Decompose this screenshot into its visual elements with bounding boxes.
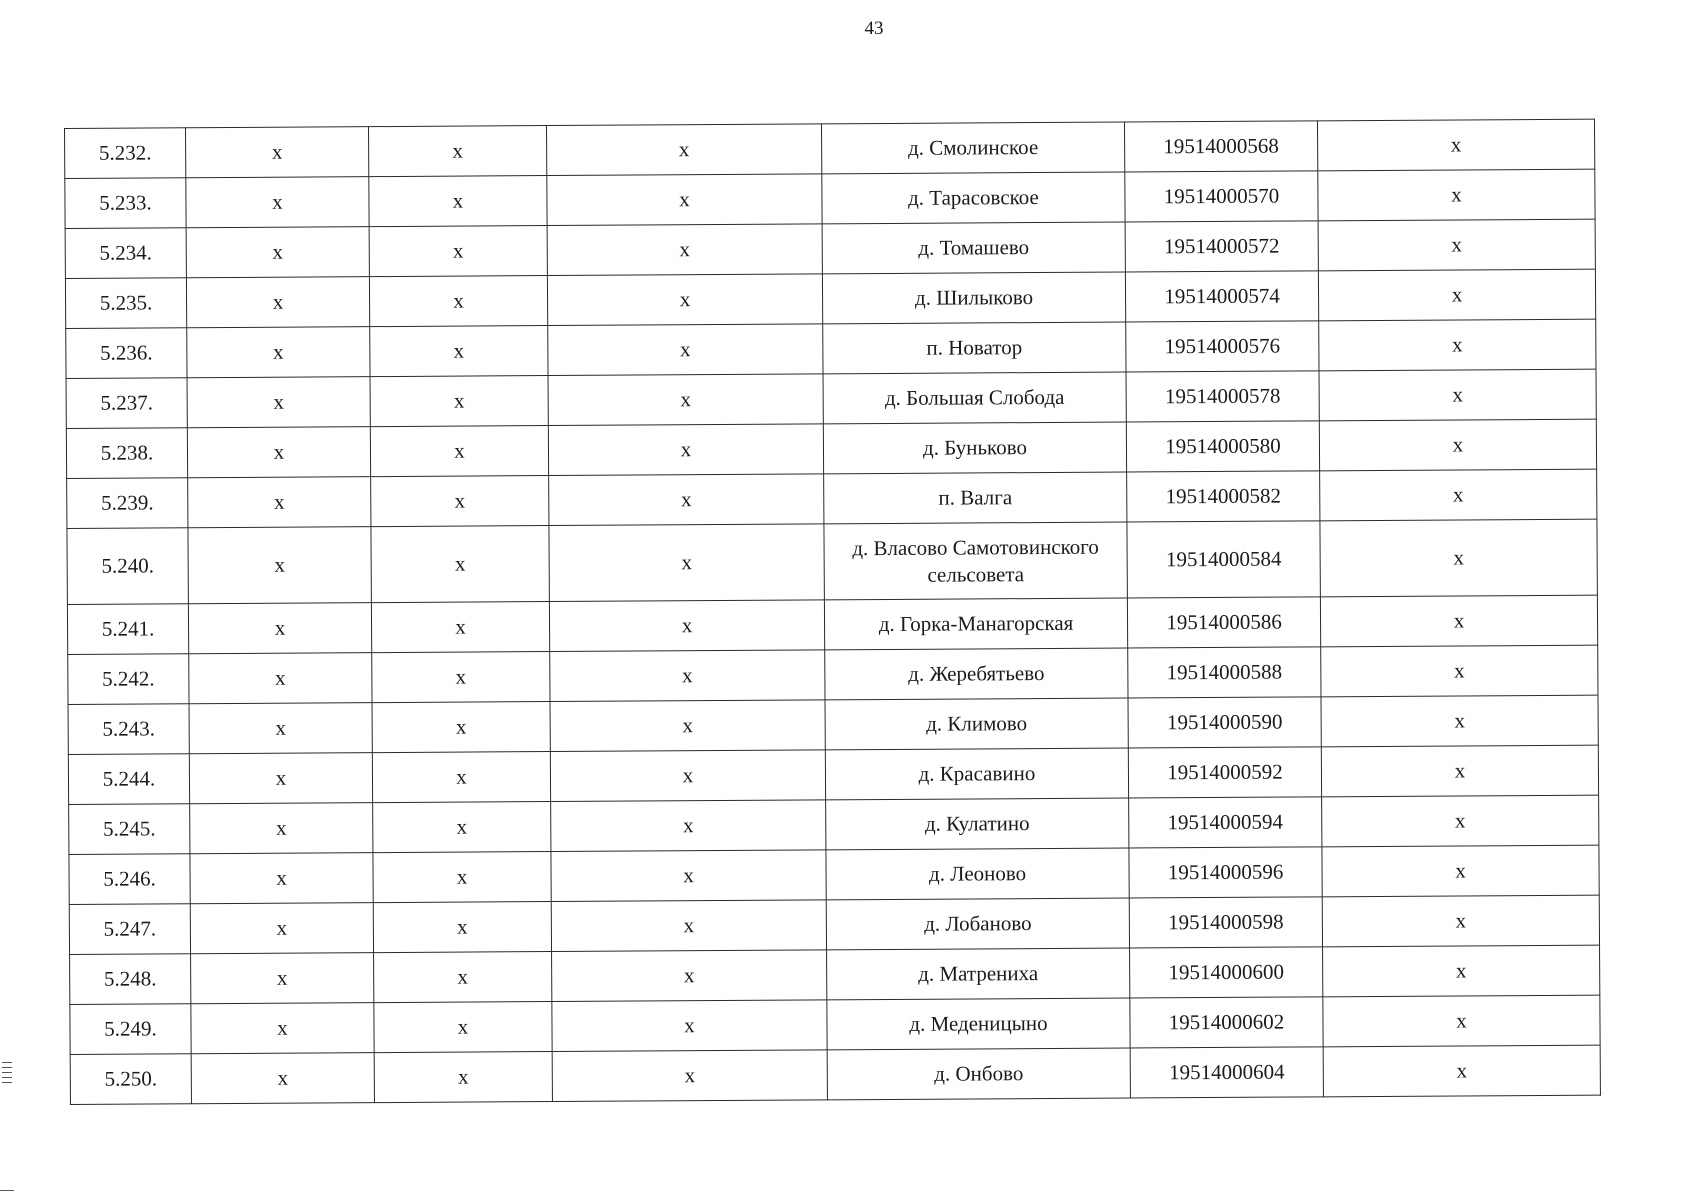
column-1-cell: x <box>188 603 371 654</box>
column-3-cell: x <box>551 850 826 902</box>
column-2-cell: x <box>374 1052 552 1103</box>
column-2-cell: x <box>372 652 550 703</box>
column-3-cell: x <box>552 1050 827 1102</box>
okato-code-cell: 19514000602 <box>1130 997 1323 1048</box>
column-7-cell: x <box>1322 795 1599 847</box>
column-2-cell: x <box>371 602 549 653</box>
column-1-cell: x <box>189 753 372 804</box>
column-2-cell: x <box>371 476 549 527</box>
column-7-cell: x <box>1323 995 1600 1047</box>
column-7-cell: x <box>1318 219 1595 271</box>
settlement-name-cell: д. Большая Слобода <box>823 372 1126 424</box>
row-number-cell: 5.245. <box>69 804 190 855</box>
column-3-cell: x <box>551 900 826 952</box>
column-7-cell: x <box>1319 319 1596 371</box>
settlements-table <box>64 119 1601 1105</box>
column-7-cell: x <box>1323 1045 1600 1097</box>
column-2-cell: x <box>374 952 552 1003</box>
settlement-name-cell: д. Томашево <box>822 222 1125 274</box>
column-1-cell: x <box>186 177 369 228</box>
column-3-cell: x <box>552 950 827 1002</box>
okato-code-cell: 19514000590 <box>1128 697 1321 748</box>
settlement-name-cell: д. Кулатино <box>826 798 1129 850</box>
scan-edge-tick <box>0 1190 14 1191</box>
table-body <box>65 119 1601 1104</box>
settlement-name-cell: д. Леоново <box>826 848 1129 900</box>
column-7-cell: x <box>1318 169 1595 221</box>
okato-code-cell: 19514000596 <box>1129 847 1322 898</box>
row-number-cell: 5.241. <box>67 604 188 655</box>
column-7-cell: x <box>1322 895 1599 947</box>
row-number-cell: 5.242. <box>68 654 189 705</box>
column-1-cell: x <box>191 953 374 1004</box>
row-number-cell: 5.235. <box>65 278 186 329</box>
column-1-cell: x <box>188 477 371 528</box>
table-row <box>70 1045 1600 1104</box>
settlement-name-cell: д. Горка-Манагорская <box>824 598 1127 650</box>
column-1-cell: x <box>186 277 369 328</box>
column-7-cell: x <box>1320 595 1597 647</box>
column-7-cell: x <box>1320 519 1597 597</box>
okato-code-cell: 19514000576 <box>1126 321 1319 372</box>
column-3-cell: x <box>547 274 822 326</box>
column-3-cell: x <box>550 700 825 752</box>
column-3-cell: x <box>549 524 824 602</box>
settlement-name-cell: д. Онбово <box>827 1048 1130 1100</box>
column-3-cell: x <box>550 650 825 702</box>
column-2-cell: x <box>369 276 547 327</box>
column-3-cell: x <box>548 424 823 476</box>
column-1-cell: x <box>186 127 369 178</box>
column-1-cell: x <box>186 227 369 278</box>
page-number: 43 <box>864 18 884 39</box>
row-number-cell: 5.247. <box>69 904 190 955</box>
column-3-cell: x <box>549 474 824 526</box>
column-1-cell: x <box>189 653 372 704</box>
okato-code-cell: 19514000592 <box>1128 747 1321 798</box>
okato-code-cell: 19514000588 <box>1128 647 1321 698</box>
okato-code-cell: 19514000578 <box>1126 371 1319 422</box>
column-7-cell: x <box>1321 745 1598 797</box>
row-number-cell: 5.246. <box>69 854 190 905</box>
column-7-cell: x <box>1319 419 1596 471</box>
okato-code-cell: 19514000582 <box>1127 471 1320 522</box>
column-3-cell: x <box>548 374 823 426</box>
column-2-cell: x <box>371 526 549 603</box>
row-number-cell: 5.248. <box>70 954 191 1005</box>
column-1-cell: x <box>190 803 373 854</box>
settlement-name-cell: д. Смолинское <box>821 122 1124 174</box>
okato-code-cell: 19514000572 <box>1125 221 1318 272</box>
column-1-cell: x <box>188 527 371 604</box>
okato-code-cell: 19514000574 <box>1125 271 1318 322</box>
okato-code-cell: 19514000580 <box>1126 421 1319 472</box>
okato-code-cell: 19514000598 <box>1129 897 1322 948</box>
column-1-cell: x <box>187 427 370 478</box>
row-number-cell: 5.234. <box>65 228 186 279</box>
column-1-cell: x <box>191 1003 374 1054</box>
column-7-cell: x <box>1320 469 1597 521</box>
column-2-cell: x <box>370 376 548 427</box>
column-1-cell: x <box>190 903 373 954</box>
column-2-cell: x <box>370 326 548 377</box>
okato-code-cell: 19514000604 <box>1130 1047 1323 1098</box>
column-3-cell: x <box>549 600 824 652</box>
settlement-name-cell: д. Жеребятьево <box>825 648 1128 700</box>
column-7-cell: x <box>1321 645 1598 697</box>
row-number-cell: 5.232. <box>65 128 186 179</box>
settlement-name-cell: п. Валга <box>824 472 1127 524</box>
column-3-cell: x <box>547 174 822 226</box>
settlement-name-cell: д. Шилыково <box>822 272 1125 324</box>
column-2-cell: x <box>373 802 551 853</box>
settlement-name-cell: д. Красавино <box>825 748 1128 800</box>
settlement-name-cell: д. Лобаново <box>826 898 1129 950</box>
row-number-cell: 5.250. <box>70 1054 191 1105</box>
okato-code-cell: 19514000570 <box>1125 171 1318 222</box>
column-3-cell: x <box>546 124 821 176</box>
row-number-cell: 5.238. <box>66 428 187 479</box>
column-1-cell: x <box>190 853 373 904</box>
row-number-cell: 5.236. <box>66 328 187 379</box>
column-3-cell: x <box>547 224 822 276</box>
column-2-cell: x <box>372 752 550 803</box>
settlement-name-cell: п. Новатор <box>823 322 1126 374</box>
row-number-cell: 5.239. <box>67 478 188 529</box>
column-1-cell: x <box>191 1053 374 1104</box>
table-row <box>67 519 1597 604</box>
column-7-cell: x <box>1319 369 1596 421</box>
column-1-cell: x <box>189 703 372 754</box>
column-2-cell: x <box>373 852 551 903</box>
scan-edge-marks <box>2 1062 12 1102</box>
okato-code-cell: 19514000594 <box>1129 797 1322 848</box>
row-number-cell: 5.237. <box>66 378 187 429</box>
settlement-name-cell: д. Буньково <box>823 422 1126 474</box>
settlement-name-cell: д. Власово Самотовинского сельсовета <box>824 522 1127 600</box>
settlement-name-cell: д. Меденицыно <box>827 998 1130 1050</box>
row-number-cell: 5.243. <box>68 704 189 755</box>
column-2-cell: x <box>374 1002 552 1053</box>
column-1-cell: x <box>187 327 370 378</box>
okato-code-cell: 19514000586 <box>1127 597 1320 648</box>
column-2-cell: x <box>372 702 550 753</box>
column-2-cell: x <box>369 176 547 227</box>
column-1-cell: x <box>187 377 370 428</box>
column-2-cell: x <box>373 902 551 953</box>
okato-code-cell: 19514000568 <box>1124 121 1317 172</box>
settlement-name-cell: д. Климово <box>825 698 1128 750</box>
column-2-cell: x <box>370 426 548 477</box>
column-7-cell: x <box>1323 945 1600 997</box>
okato-code-cell: 19514000600 <box>1130 947 1323 998</box>
row-number-cell: 5.233. <box>65 178 186 229</box>
column-7-cell: x <box>1317 119 1594 171</box>
column-2-cell: x <box>368 126 546 177</box>
column-7-cell: x <box>1318 269 1595 321</box>
settlement-name-cell: д. Тарасовское <box>822 172 1125 224</box>
row-number-cell: 5.249. <box>70 1004 191 1055</box>
column-2-cell: x <box>369 226 547 277</box>
row-number-cell: 5.244. <box>68 754 189 805</box>
column-3-cell: x <box>551 800 826 852</box>
column-7-cell: x <box>1321 695 1598 747</box>
row-number-cell: 5.240. <box>67 528 188 605</box>
settlement-name-cell: д. Матрениха <box>827 948 1130 1000</box>
column-7-cell: x <box>1322 845 1599 897</box>
okato-code-cell: 19514000584 <box>1127 521 1320 598</box>
column-3-cell: x <box>552 1000 827 1052</box>
column-3-cell: x <box>548 324 823 376</box>
column-3-cell: x <box>550 750 825 802</box>
